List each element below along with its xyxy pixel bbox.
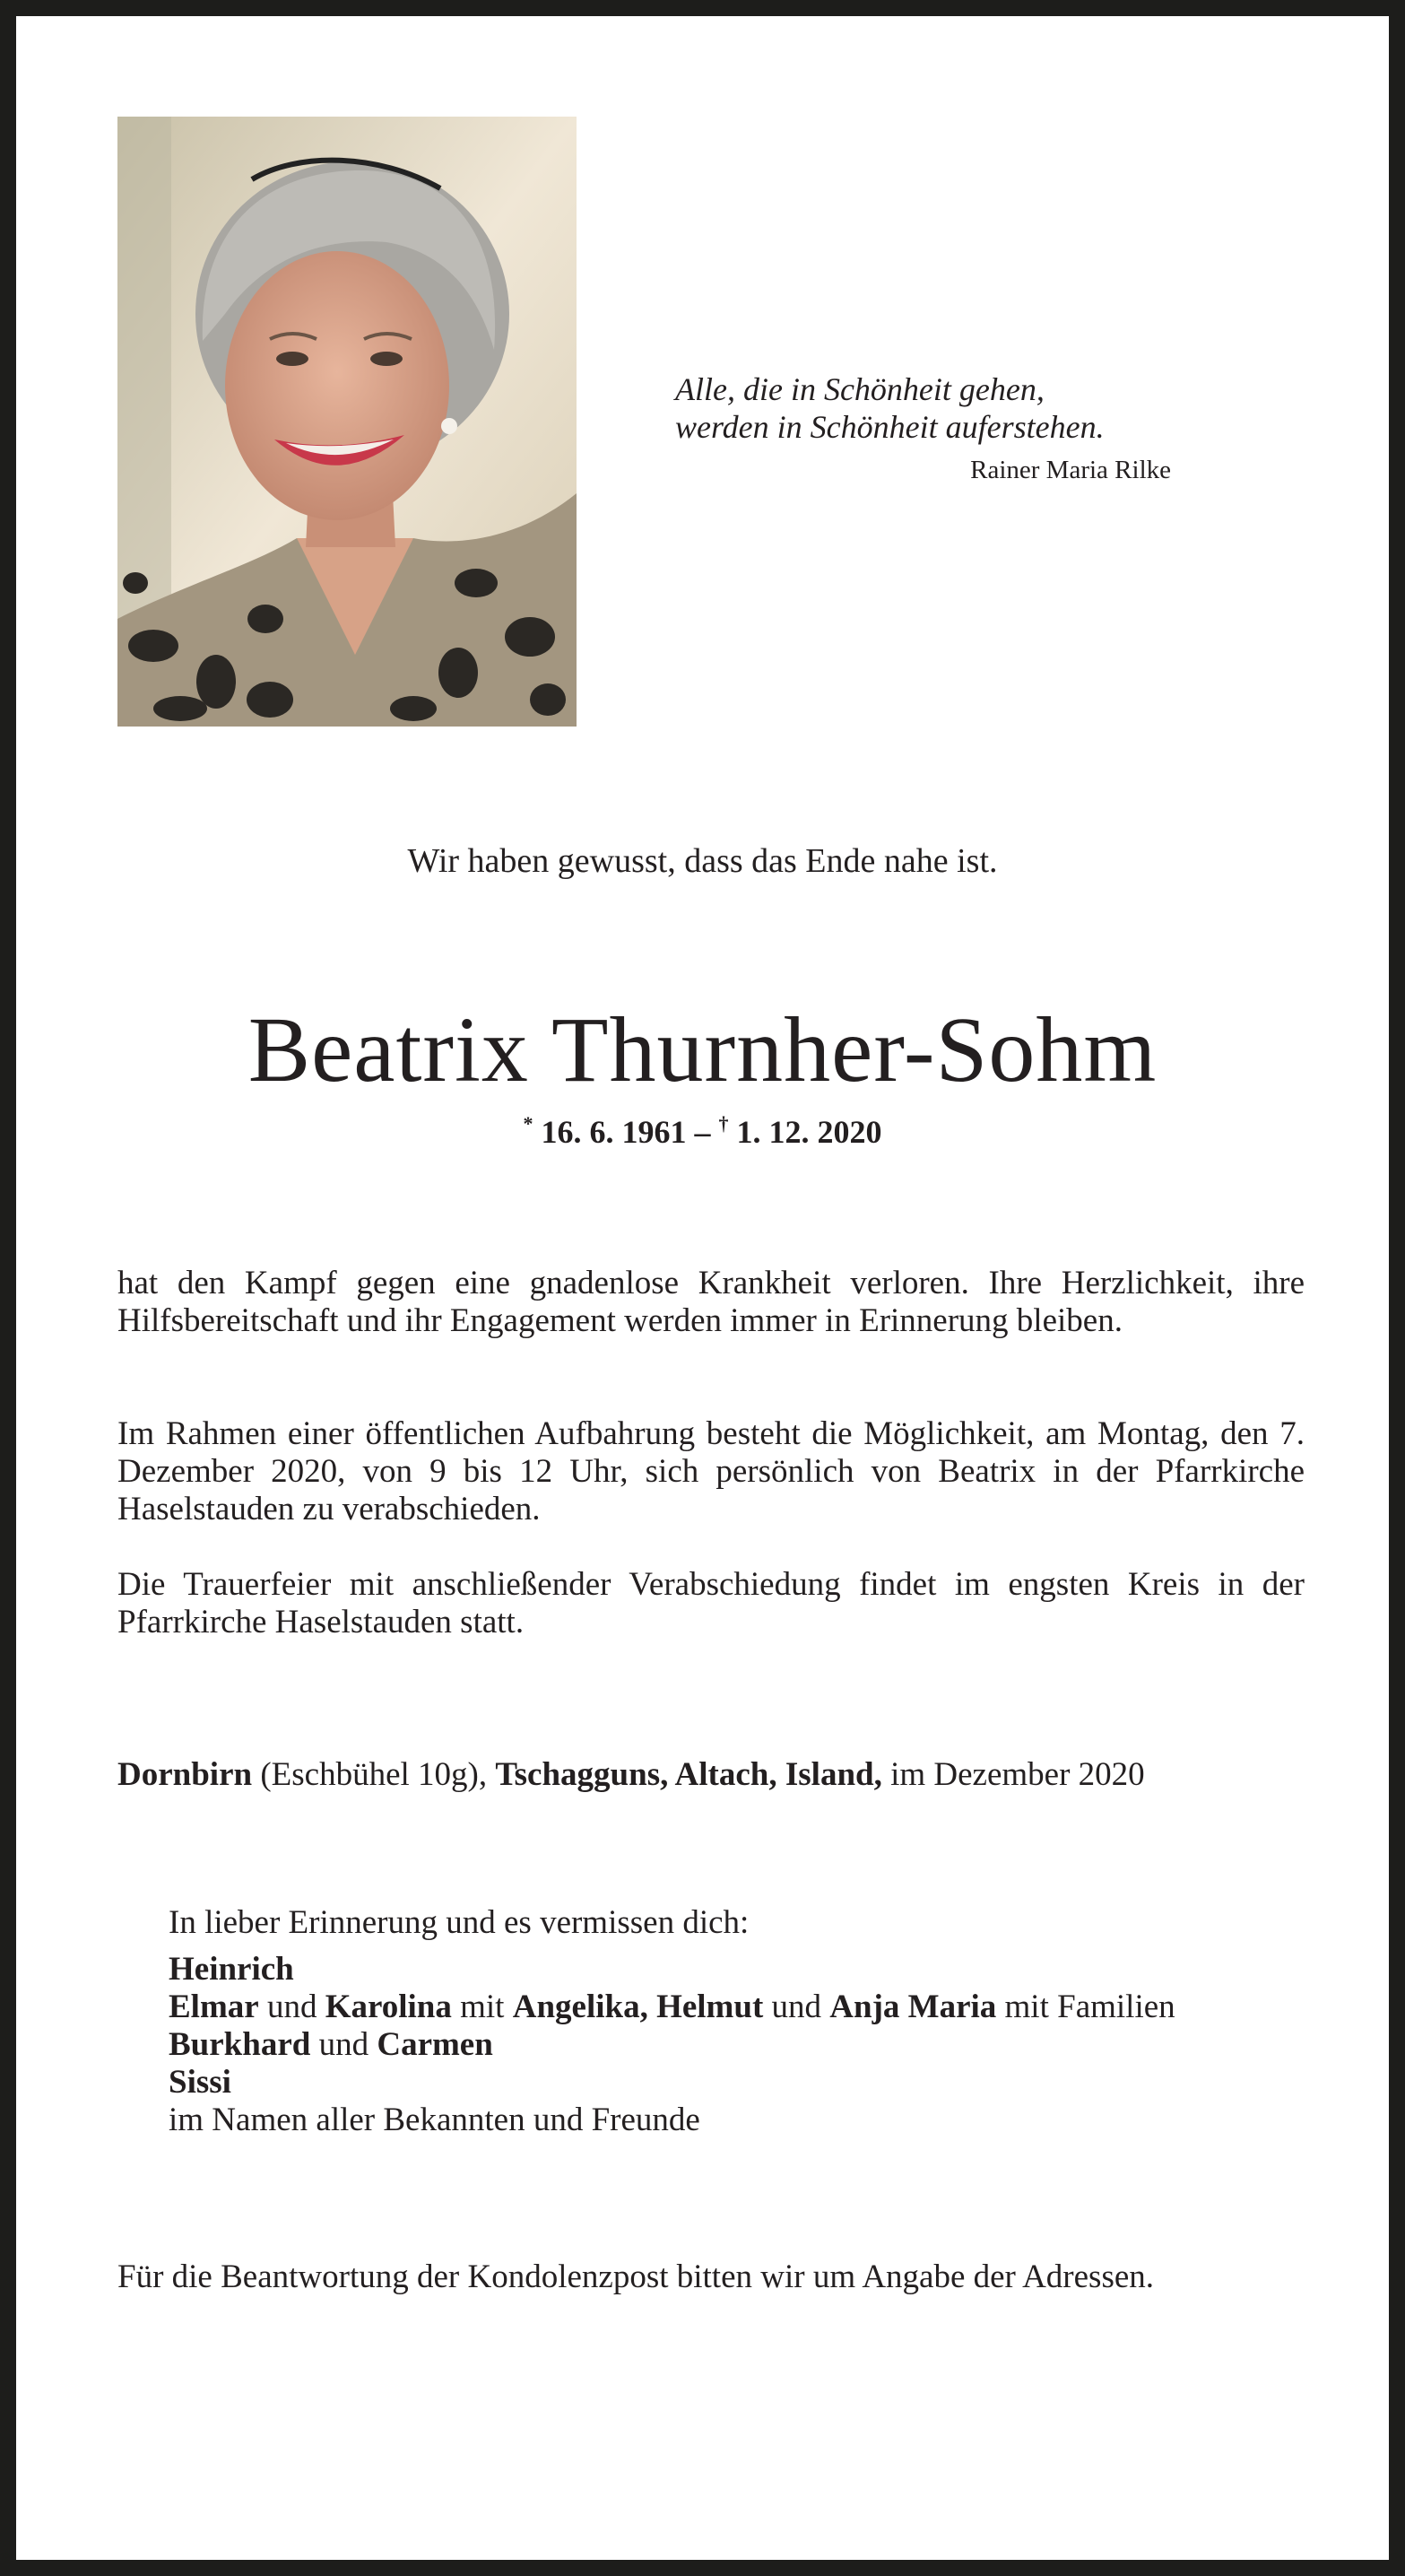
- death-date: 1. 12. 2020: [736, 1114, 882, 1150]
- mourner-row-2: [169, 1989, 1307, 2026]
- quote-line-1: Alle, die in Schönheit gehen,: [675, 371, 1045, 407]
- obituary-page: [16, 16, 1389, 2560]
- mourners-block: [169, 1904, 1307, 2139]
- place-address: (Eschbühel 10g),: [252, 1756, 496, 1793]
- paragraph-3: Die Trauerfeier mit anschließender Verabschiedung findet im engsten Kreis in der Pfarrkirche Haselstauden statt.: [117, 1566, 1305, 1640]
- death-symbol: †: [718, 1112, 729, 1135]
- connector-text: mit: [451, 1989, 513, 2025]
- date-separator: –: [686, 1114, 719, 1150]
- intro-line: Wir haben gewusst, dass das Ende nahe ist.: [407, 842, 998, 880]
- birth-symbol: *: [523, 1112, 533, 1135]
- life-dates: [16, 1112, 1389, 1151]
- mourner-name: Sissi: [169, 2064, 231, 2101]
- portrait-photo: [117, 117, 577, 727]
- mourner-name: Carmen: [377, 2026, 493, 2063]
- mourner-row-5: im Namen aller Bekannten und Freunde: [169, 2102, 700, 2138]
- mourner-row-3: [169, 2026, 1307, 2064]
- mourner-name: Heinrich: [169, 1951, 294, 1988]
- mourner-name: Angelika, Helmut: [512, 1989, 764, 2025]
- place-date: im Dezember 2020: [881, 1756, 1145, 1793]
- mourner-name: Anja Maria: [829, 1989, 997, 2025]
- mourner-row-1: [169, 1951, 1307, 1989]
- place-city: Dornbirn: [117, 1756, 253, 1793]
- mourner-row-4: [169, 2064, 1307, 2102]
- connector-text: und: [310, 2026, 377, 2063]
- quote-author: Rainer Maria Rilke: [970, 456, 1171, 484]
- paragraph-2: Im Rahmen einer öffentlichen Aufbahrung besteht die Möglichkeit, am Montag, den 7. Dezember 2020, von 9 bis 12 Uhr, sich persönlich von Beatrix in der Pfarrkirche Haselstauden zu verabschieden.: [117, 1415, 1305, 1527]
- connector-text: mit Familien: [996, 1989, 1175, 2025]
- paragraph-1: hat den Kampf gegen eine gnadenlose Krankheit verloren. Ihre Herzlichkeit, ihre Hilfsbereitschaft und ihr Engagement werden immer in Erinnerung bleiben.: [117, 1265, 1305, 1339]
- portrait-photo-icon: [117, 117, 577, 727]
- rilke-quote: [675, 370, 1177, 446]
- closing-note: Für die Beantwortung der Kondolenzpost bitten wir um Angabe der Adressen.: [117, 2258, 1155, 2295]
- quote-line-2: werden in Schönheit auferstehen.: [675, 409, 1105, 445]
- connector-text: und: [763, 1989, 830, 2025]
- birth-date: 16. 6. 1961: [541, 1114, 687, 1150]
- mourners-lead: In lieber Erinnerung und es vermissen dich:: [169, 1904, 750, 1941]
- connector-text: und: [258, 1989, 325, 2025]
- mourner-name: Karolina: [325, 1989, 452, 2025]
- place-date-line: [117, 1756, 1305, 1794]
- place-others: Tschagguns, Altach, Island,: [495, 1756, 882, 1793]
- deceased-name: Beatrix Thurnher-Sohm: [247, 998, 1158, 1101]
- mourner-name: Elmar: [169, 1989, 259, 2025]
- mourner-name: Burkhard: [169, 2026, 311, 2063]
